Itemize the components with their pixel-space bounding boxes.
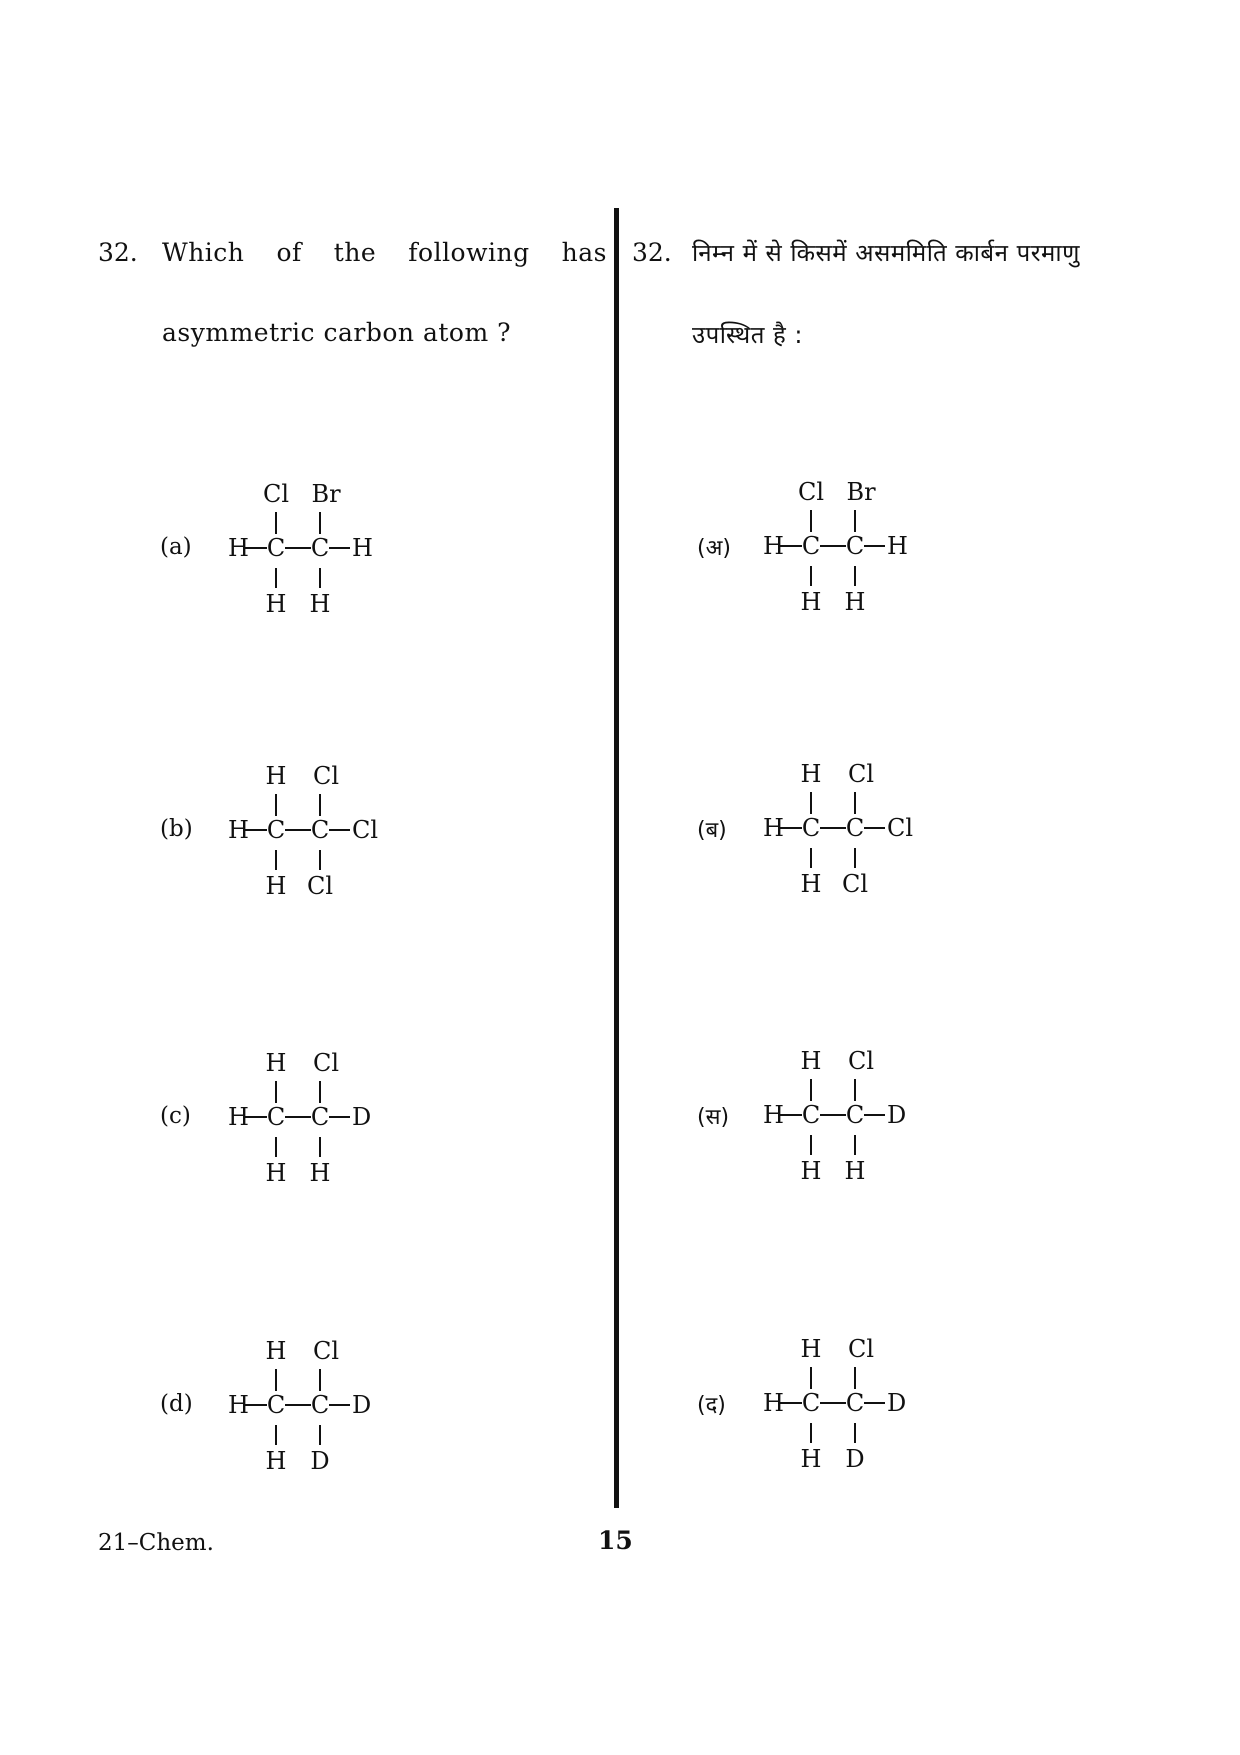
right-substituent: D xyxy=(887,1101,907,1129)
carbon-atom-1: C xyxy=(801,532,821,560)
column-divider xyxy=(614,208,619,1508)
top-substituent-1: H xyxy=(265,1337,287,1365)
bottom-substituent-1: H xyxy=(265,1159,287,1187)
left-substituent: H xyxy=(763,1101,784,1129)
bottom-substituent-1: H xyxy=(265,872,287,900)
carbon-atom-1: C xyxy=(266,534,286,562)
option-label[interactable]: (अ) xyxy=(697,536,731,561)
top-substituent-1: H xyxy=(800,1047,822,1075)
carbon-atom-1: C xyxy=(266,816,286,844)
structure-drawing xyxy=(218,760,418,900)
question-text-line2: asymmetric carbon atom ? xyxy=(162,318,512,347)
option-label[interactable]: (स) xyxy=(697,1105,730,1130)
bottom-substituent-2: H xyxy=(844,588,866,616)
bottom-substituent-2: H xyxy=(844,1157,866,1185)
structure-drawing xyxy=(753,476,953,616)
top-substituent-2: Cl xyxy=(312,762,340,790)
left-substituent: H xyxy=(228,1103,249,1131)
carbon-atom-2: C xyxy=(310,534,330,562)
bottom-substituent-1: H xyxy=(800,588,822,616)
top-substituent-2: Cl xyxy=(312,1337,340,1365)
bottom-substituent-1: H xyxy=(800,1157,822,1185)
structure-drawing xyxy=(753,1333,953,1473)
option-label[interactable]: (a) xyxy=(160,534,192,560)
question-text-hindi-line1: निम्न में से किसमें असममिति कार्बन परमाणु xyxy=(692,239,1080,267)
right-substituent: D xyxy=(887,1389,907,1417)
question-word: the xyxy=(333,238,377,267)
structure-drawing xyxy=(218,478,418,618)
carbon-atom-2: C xyxy=(310,1391,330,1419)
top-substituent-1: H xyxy=(265,762,287,790)
left-substituent: H xyxy=(763,1389,784,1417)
top-substituent-1: H xyxy=(800,1335,822,1363)
carbon-atom-1: C xyxy=(801,814,821,842)
subject-code: 21–Chem. xyxy=(98,1530,214,1556)
page-number: 15 xyxy=(598,1526,633,1555)
structural-formula xyxy=(218,1047,418,1187)
top-substituent-2: Br xyxy=(311,480,341,508)
left-substituent: H xyxy=(228,534,249,562)
question-text-line1 xyxy=(162,238,607,267)
top-substituent-2: Cl xyxy=(312,1049,340,1077)
top-substituent-2: Cl xyxy=(847,760,875,788)
bottom-substituent-1: H xyxy=(800,1445,822,1473)
structure-drawing xyxy=(218,1335,418,1475)
top-substituent-2: Cl xyxy=(847,1335,875,1363)
right-substituent: Cl xyxy=(352,816,379,844)
carbon-atom-1: C xyxy=(266,1103,286,1131)
left-substituent: H xyxy=(763,532,784,560)
carbon-atom-2: C xyxy=(310,1103,330,1131)
right-substituent: Cl xyxy=(887,814,914,842)
structural-formula xyxy=(218,478,418,618)
structural-formula xyxy=(218,760,418,900)
question-number: 32. xyxy=(98,238,138,267)
structure-drawing xyxy=(753,1045,953,1185)
bottom-substituent-1: H xyxy=(800,870,822,898)
bottom-substituent-2: D xyxy=(845,1445,865,1473)
top-substituent-1: H xyxy=(800,760,822,788)
carbon-atom-1: C xyxy=(801,1101,821,1129)
option-label[interactable]: (b) xyxy=(160,816,193,842)
option-label[interactable]: (ब) xyxy=(697,818,727,843)
bottom-substituent-1: H xyxy=(265,590,287,618)
structural-formula xyxy=(218,1335,418,1475)
top-substituent-1: H xyxy=(265,1049,287,1077)
structural-formula xyxy=(753,1333,953,1473)
carbon-atom-2: C xyxy=(310,816,330,844)
right-substituent: D xyxy=(352,1391,372,1419)
carbon-atom-1: C xyxy=(266,1391,286,1419)
left-substituent: H xyxy=(763,814,784,842)
question-word: has xyxy=(561,238,607,267)
carbon-atom-2: C xyxy=(845,1389,865,1417)
left-substituent: H xyxy=(228,1391,249,1419)
structural-formula xyxy=(753,758,953,898)
top-substituent-2: Cl xyxy=(847,1047,875,1075)
bottom-substituent-2: H xyxy=(309,1159,331,1187)
question-word: of xyxy=(276,238,302,267)
top-substituent-2: Br xyxy=(846,478,876,506)
option-label[interactable]: (d) xyxy=(160,1391,193,1417)
bottom-substituent-1: H xyxy=(265,1447,287,1475)
question-word: Which xyxy=(162,238,245,267)
structure-drawing xyxy=(218,1047,418,1187)
option-label[interactable]: (c) xyxy=(160,1103,191,1129)
bottom-substituent-2: D xyxy=(310,1447,330,1475)
question-word: following xyxy=(408,238,530,267)
carbon-atom-2: C xyxy=(845,1101,865,1129)
right-substituent: H xyxy=(887,532,908,560)
question-text-hindi-line2: उपस्थित है : xyxy=(692,321,803,349)
right-substituent: D xyxy=(352,1103,372,1131)
bottom-substituent-2: Cl xyxy=(306,872,334,900)
top-substituent-1: Cl xyxy=(797,478,825,506)
carbon-atom-1: C xyxy=(801,1389,821,1417)
carbon-atom-2: C xyxy=(845,532,865,560)
carbon-atom-2: C xyxy=(845,814,865,842)
structure-drawing xyxy=(753,758,953,898)
option-label[interactable]: (द) xyxy=(697,1393,726,1418)
bottom-substituent-2: H xyxy=(309,590,331,618)
question-number-hindi: 32. xyxy=(632,238,672,267)
structural-formula xyxy=(753,476,953,616)
bottom-substituent-2: Cl xyxy=(841,870,869,898)
top-substituent-1: Cl xyxy=(262,480,290,508)
left-substituent: H xyxy=(228,816,249,844)
right-substituent: H xyxy=(352,534,373,562)
structural-formula xyxy=(753,1045,953,1185)
